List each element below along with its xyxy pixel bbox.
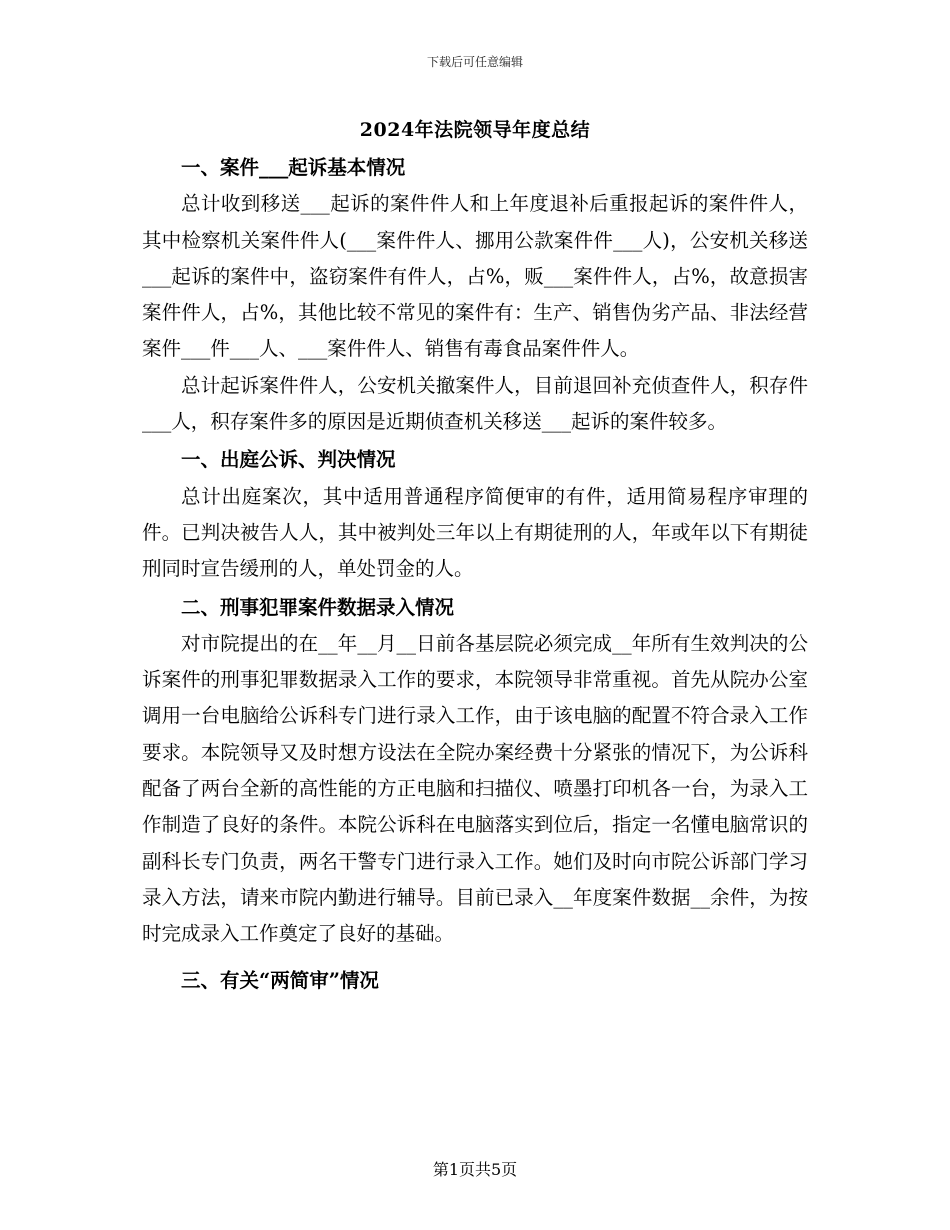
section-heading-4: 三、有关“两简审”情况 [181, 968, 379, 992]
document-title: 2024年法院领导年度总结 [359, 119, 591, 141]
document-body [142, 150, 808, 999]
section-1-paragraph-1: 总计收到移送___起诉的案件件人和上年度退补后重报起诉的案件件人，其中检察机关案件件人(___案件件人、挪用公款案件件___人)，公安机关移送___起诉的案件中，盗窃案件有件人，占%，贩___案件件人，占%，故意损害案件件人，占%，其他比较不常见的案件有：生产、销售伪劣产品、非法经营案件___件___人、___案件件人、销售有毒食品案件件人。 [142, 192, 808, 361]
page-number-footer: 第1页共5页 [432, 1160, 518, 1179]
section-3-paragraph-1: 对市院提出的在__年__月__日前各基层院必须完成__年所有生效判决的公诉案件的刑事犯罪数据录入工作的要求，本院领导非常重视。首先从院办公室调用一台电脑给公诉科专门进行录入工作，由于该电脑的配置不符合录入工作要求。本院领导又及时想方设法在全院办案经费十分紧张的情况下，为公诉科配备了两台全新的高性能的方正电脑和扫描仪、喷墨打印机各一台，为录入工作制造了良好的条件。本院公诉科在电脑落实到位后，指定一名懂电脑常识的副科长专门负责，两名干警专门进行录入工作。她们及时向市院公诉部门学习录入方法，请来市院内勤进行辅导。目前已录入__年度案件数据__余件，为按时完成录入工作奠定了良好的基础。 [142, 631, 808, 946]
section-heading-3: 二、刑事犯罪案件数据录入情况 [181, 595, 455, 619]
section-heading-1: 一、案件___起诉基本情况 [181, 156, 406, 179]
header-note: 下载后可任意编辑 [426, 55, 523, 69]
section-heading-2: 一、出庭公诉、判决情况 [181, 448, 396, 472]
section-2-paragraph-1: 总计出庭案次，其中适用普通程序简便审的有件，适用简易程序审理的件。已判决被告人人，其中被判处三年以上有期徒刑的人，年或年以下有期徒刑同时宣告缓刑的人，单处罚金的人。 [142, 484, 808, 581]
section-1-paragraph-2: 总计起诉案件件人，公安机关撤案件人，目前退回补充侦查件人，积存件___人，积存案件多的原因是近期侦查机关移送___起诉的案件较多。 [142, 373, 808, 434]
